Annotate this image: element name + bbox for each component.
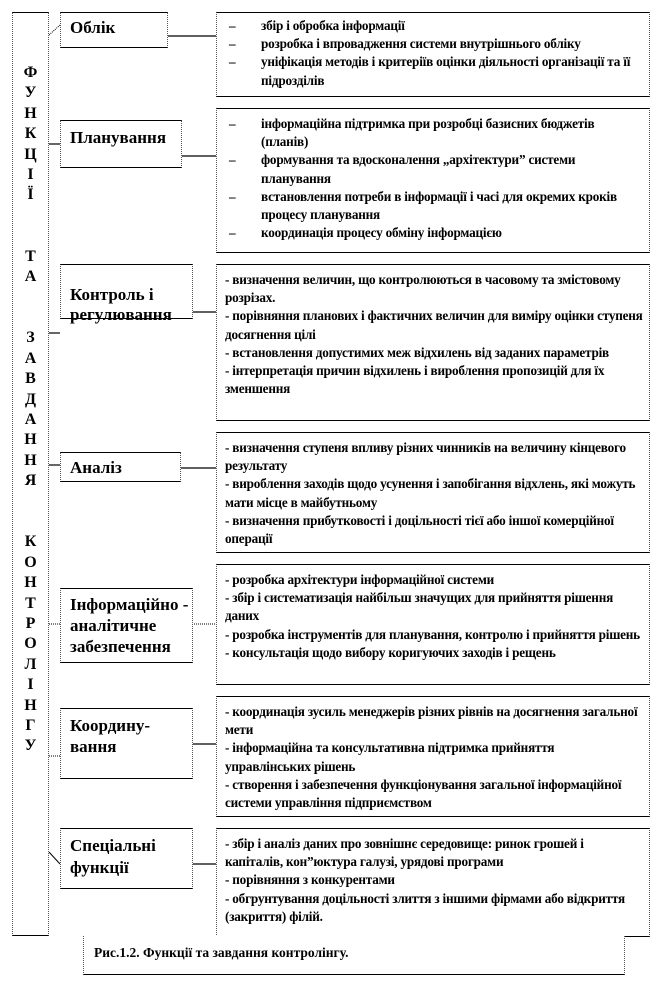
task-item: - встановлення допустимих меж відхилень від заданих параметрів [225,344,609,360]
vertical-title-letter [13,226,48,246]
task-item: - координація зусиль менеджерів різних рівнів на досягнення загальної мети [225,704,638,738]
detail-box-coordination [216,696,650,817]
detail-box-information [216,564,650,685]
vertical-title-letter [13,206,48,226]
vertical-title-letter: Р [25,614,36,632]
function-label: Аналіз [70,458,122,477]
task-list [225,571,643,662]
vertical-title-letter: В [25,370,36,388]
task-item: - збір і аналіз даних про зовнішнє середовище: ринок грошей і капіталів, кон”юктура галузі, урядові програми [225,836,584,870]
vertical-title-letter: К [24,533,37,551]
vertical-title-letter [13,308,48,328]
task-item: - консультація щодо вибору коригуючих заходів і рещень [225,644,556,660]
task-item: – збір і обробка інформації [225,17,643,35]
vertical-title-letter: У [24,84,37,102]
vertical-title [13,63,48,757]
vertical-title-letter: Т [25,594,36,612]
vertical-title-letter: Н [24,431,37,449]
function-box-coordination [60,708,193,779]
vertical-title-letter: Н [24,104,37,122]
task-item: - розробка інструментів для планування, контролю і прийняття рішень [225,626,640,642]
detail-box-analysis [216,432,650,553]
vertical-title-letter: К [24,125,37,143]
task-item: - інтерпретація причин відхилень і вироблення пропозицій для їх зменшення [225,363,605,397]
function-box-control [60,264,193,324]
vertical-title-letter: І [27,166,34,184]
figure-caption: Рис.1.2. Функції та завдання контролінгу. [94,945,349,960]
task-item: - визначення ступеня впливу різних чинників на величину кінцевого результату [225,440,626,474]
function-box-planning [60,120,182,168]
vertical-title-letter: Я [24,472,37,490]
task-list [225,703,643,812]
function-label: Координу-вання [70,716,151,756]
vertical-title-letter: Д [24,390,36,408]
task-item: - створення і забезпечення функціонування загальної інформаційної системи управління підприємством [225,776,622,811]
vertical-title-letter: О [24,553,37,571]
detail-box-planning [216,108,650,253]
vertical-title-letter [13,512,48,532]
connector-line [49,25,60,35]
vertical-title-letter: Ф [23,64,38,81]
task-item: - визначення прибутковості і доцільності тієї або іншої комерційної операції [225,512,614,547]
task-item: – інформаційна підтримка при розробці базисних бюджетів (планів) [225,115,643,151]
vertical-title-letter: Ї [27,186,34,204]
vertical-title-letter: З [26,329,35,347]
connector-line [49,852,60,864]
vertical-title-letter: Н [24,696,37,714]
task-item: - вироблення заходів щодо усунення і запобігання відхлень, які можуть мати місце в майбутньому [225,476,636,510]
detail-box-control [216,264,650,421]
task-list [225,835,643,926]
task-item: – координація процесу обміну інформацією [225,224,643,242]
function-box-accounting [60,12,168,48]
vertical-title-letter: У [24,737,37,755]
vertical-title-letter: Л [24,655,37,673]
task-item: – уніфікація методів і критеріїв оцінки діяльності організації та її підрозділів [225,53,643,89]
vertical-title-letter: Г [25,717,36,734]
vertical-title-letter: Т [25,247,36,265]
function-label: Інформаційно - аналітичне забезпечення [70,595,189,656]
vertical-title-letter: А [24,410,37,428]
task-item: - обгрунтування доцільності злиття з іншими фірмами або відкриття (закриття) філій. [225,890,625,924]
task-item: – встановлення потреби в інформації і часі для окремих кроків процесу планування [225,188,643,224]
function-box-special [60,828,193,889]
task-item: – розробка і впровадження системи внутрішнього обліку [225,35,643,53]
vertical-title-letter: Ц [24,145,37,163]
task-item: - визначення величин, що контролюються в часовому та змістовому розрізах. [225,272,621,306]
vertical-title-box [12,12,49,936]
function-box-analysis [60,452,181,482]
task-item: - інформаційна та консультативна підтримка прийняття управлінських рішень [225,740,555,774]
vertical-title-letter: Н [24,574,37,592]
function-box-information [60,588,193,663]
task-item: – формування та вдосконалення „архітектури” системи планування [225,151,643,187]
task-list [225,17,643,90]
task-list [225,439,643,548]
task-item: - порівняння з конкурентами [225,872,395,888]
detail-box-accounting [216,12,650,97]
function-label: Планування [70,128,167,147]
vertical-title-letter: А [24,349,37,367]
vertical-title-letter [13,492,48,512]
function-label: Облік [70,18,116,37]
vertical-title-letter: О [24,635,37,653]
task-item: - збір і систематизація найбільш значущих для прийняття рішення даних [225,590,614,624]
vertical-title-letter [13,287,48,307]
vertical-title-letter: А [24,268,37,286]
vertical-title-letter: І [27,676,34,694]
task-list [225,271,643,398]
task-item: - порівняння планових і фактичних величин для виміру оцінки ступеня досягнення цілі [225,308,643,342]
vertical-title-letter: Н [24,451,37,469]
function-label: Контроль і регулювання [70,285,172,324]
figure-caption-box [83,936,625,975]
detail-box-special [216,828,650,937]
task-list [225,115,643,242]
function-label: Спеціальні функції [70,836,156,877]
task-item: - розробка архітектури інформаційної системи [225,572,494,587]
